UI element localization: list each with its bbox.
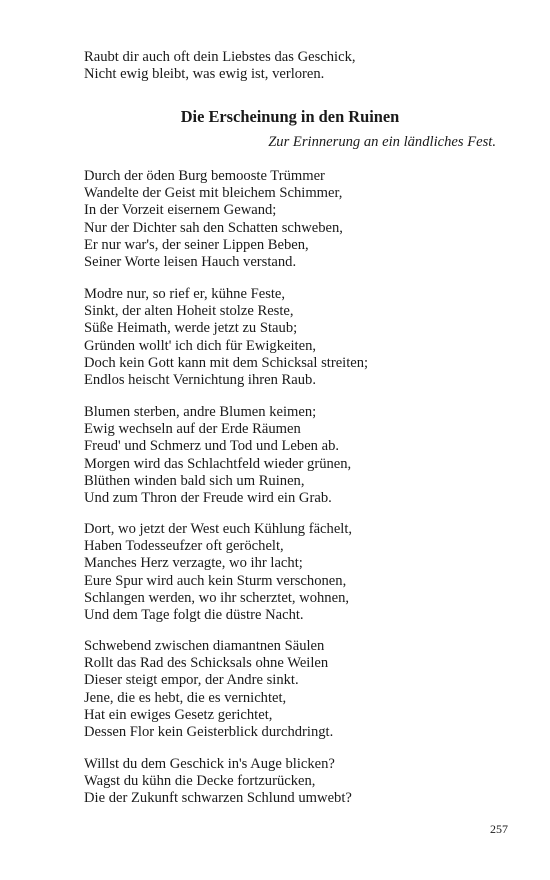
verse-line: Freud' und Schmerz und Tod und Leben ab.: [84, 438, 340, 455]
verse-line: Endlos heischt Vernichtung ihren Raub.: [84, 371, 316, 388]
verse-line: Süße Heimath, werde jetzt zu Staub;: [84, 320, 298, 337]
poem-subtitle: Zur Erinnerung an ein ländliches Fest.: [268, 134, 496, 150]
verse-line: Eure Spur wird auch kein Sturm verschonen,: [84, 572, 347, 589]
verse-line: Die der Zukunft schwarzen Schlund umwebt?: [84, 790, 352, 807]
verse-line: Rollt das Rad des Schicksals ohne Weilen: [84, 655, 329, 672]
verse-line: Er nur war's, der seiner Lippen Beben,: [84, 236, 309, 253]
verse-line: Blumen sterben, andre Blumen keimen;: [84, 404, 317, 420]
verse-line: Jene, die es hebt, die es vernichtet,: [84, 689, 287, 706]
verse-line: Schwebend zwischen diamantnen Säulen: [84, 638, 325, 654]
verse-line: Nicht ewig bleibt, was ewig ist, verloren.: [84, 66, 325, 83]
stanza-3: [84, 404, 351, 507]
verse-line: Und zum Thron der Freude wird ein Grab.: [84, 489, 332, 506]
poem-title: Die Erscheinung in den Ruinen: [180, 107, 400, 126]
verse-line: Schlangen werden, wo ihr scherztet, wohnen,: [84, 589, 350, 606]
verse-line: Und dem Tage folgt die düstre Nacht.: [84, 606, 304, 623]
verse-line: Seiner Worte leisen Hauch verstand.: [84, 253, 297, 270]
stanza-1: [84, 168, 343, 271]
verse-line: Doch kein Gott kann mit dem Schicksal streiten;: [84, 354, 369, 371]
verse-line: In der Vorzeit eisernem Gewand;: [84, 202, 277, 219]
verse-line: Wagst du kühn die Decke fortzurücken,: [84, 773, 316, 790]
verse-line: Blüthen winden bald sich um Ruinen,: [84, 472, 305, 489]
page-number: 257: [490, 822, 508, 836]
verse-line: Willst du dem Geschick in's Auge blicken?: [84, 756, 335, 772]
verse-line: Sinkt, der alten Hoheit stolze Reste,: [84, 303, 294, 320]
verse-line: Morgen wird das Schlachtfeld wieder grünen,: [84, 455, 352, 472]
stanza-6: [84, 756, 352, 808]
verse-line: Haben Todesseufzer oft geröchelt,: [84, 538, 284, 555]
verse-line: Dort, wo jetzt der West euch Kühlung fächelt,: [84, 521, 353, 537]
stanza-4: [84, 521, 352, 624]
verse-line: Gründen wollt' ich dich für Ewigkeiten,: [84, 337, 317, 354]
verse-line: Durch der öden Burg bemooste Trümmer: [84, 168, 325, 184]
stanza-2: [84, 286, 368, 389]
verse-line: Raubt dir auch oft dein Liebstes das Geschick,: [84, 49, 356, 65]
verse-line: Dieser steigt empor, der Andre sinkt.: [84, 672, 299, 689]
verse-line: Wandelte der Geist mit bleichem Schimmer,: [84, 185, 343, 202]
verse-line: Ewig wechseln auf der Erde Räumen: [84, 421, 301, 438]
verse-line: Hat ein ewiges Gesetz gerichtet,: [84, 706, 273, 723]
intro-stanza: [84, 49, 356, 83]
verse-line: Modre nur, so rief er, kühne Feste,: [84, 286, 286, 302]
verse-line: Nur der Dichter sah den Schatten schweben,: [84, 219, 343, 236]
verse-line: Dessen Flor kein Geisterblick durchdringt.: [84, 723, 334, 740]
stanza-5: [84, 638, 333, 741]
verse-line: Manches Herz verzagte, wo ihr lacht;: [84, 555, 303, 572]
